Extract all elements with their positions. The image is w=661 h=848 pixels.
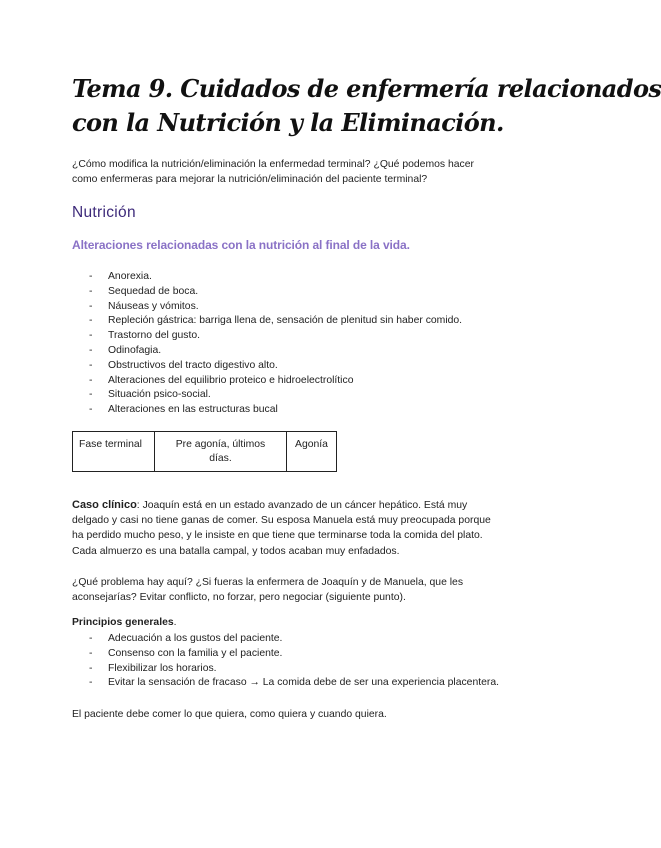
bullet-dash: - — [89, 647, 93, 659]
list-item-text: Situación psico-social. — [108, 389, 211, 401]
case-line-3: ha perdido mucho peso, y le insiste en que tiene que terminarse toda la comida del plato. — [72, 530, 483, 542]
case-line-2: delgado y casi no tiene ganas de comer. Su esposa Manuela está muy preocupada porque — [72, 515, 491, 527]
list-item-text: Adecuación a los gustos del paciente. — [108, 633, 283, 644]
intro-line-2: como enfermeras para mejorar la nutrición/eliminación del paciente terminal? — [72, 174, 428, 185]
bullet-dash: - — [89, 374, 93, 386]
question-paragraph — [72, 575, 542, 605]
bullet-dash: - — [89, 633, 93, 644]
list-item — [72, 270, 542, 285]
list-item — [72, 329, 542, 344]
case-line-4: Cada almuerzo es una batalla campal, y todos acaban muy enfadados. — [72, 545, 400, 557]
list-item — [72, 374, 542, 389]
bullet-dash: - — [89, 300, 93, 312]
principles-heading-text: Principios generales — [72, 617, 174, 628]
principles-heading — [72, 617, 177, 628]
phase-pre-agony-line-1: Pre agonía, últimos — [175, 439, 266, 450]
question-line-2: aconsejarías? Evitar conflicto, no forzar, pero negociar (siguiente punto). — [72, 592, 406, 604]
section-heading: Nutrición — [72, 204, 136, 221]
list-item-text: Repleción gástrica: barriga llena de, sensación de plenitud sin haber comido. — [108, 315, 463, 327]
bullet-dash: - — [89, 330, 93, 342]
bullet-dash: - — [89, 285, 93, 297]
list-item-text: Odinofagia. — [108, 344, 162, 356]
bullet-dash: - — [89, 662, 93, 674]
list-item-text: Trastorno del gusto. — [108, 330, 201, 342]
question-line-1: ¿Qué problema hay aquí? ¿Si fueras la enfermera de Joaquín y de Manuela, que les — [72, 577, 464, 588]
list-item — [72, 300, 542, 315]
bullet-dash: - — [89, 271, 93, 282]
list-item-text: Obstructivos del tracto digestivo alto. — [108, 359, 278, 371]
page-title — [72, 72, 661, 140]
list-item — [72, 359, 542, 374]
table-row — [73, 432, 337, 472]
list-item — [72, 647, 542, 662]
case-line-1 — [72, 498, 542, 513]
bullet-dash: - — [89, 677, 93, 689]
list-item — [72, 344, 542, 359]
bullet-dash: - — [89, 344, 93, 356]
list-item — [72, 388, 542, 403]
intro-paragraph — [72, 157, 542, 187]
title-line-2: con la Nutrición y la Eliminación. — [72, 108, 504, 137]
phase-pre-agony-line-2: días. — [209, 453, 232, 464]
list-item-text: Evitar la sensación de fracaso → La comida debe de ser una experiencia placentera. — [108, 677, 500, 689]
intro-line-1: ¿Cómo modifica la nutrición/eliminación la enfermedad terminal? ¿Qué podemos hacer — [72, 159, 474, 170]
list-item — [72, 285, 542, 300]
list-item-text: Náuseas y vómitos. — [108, 300, 199, 312]
bullet-dash: - — [89, 404, 93, 416]
list-item-text: Alteraciones en las estructuras bucal — [108, 404, 278, 416]
list-item-text: Flexibilizar los horarios. — [108, 662, 217, 674]
case-line-1-text: : Joaquín está en un estado avanzado de un cáncer hepático. Está muy — [136, 500, 468, 511]
phase-agony-cell: Agonía — [287, 432, 337, 472]
list-item — [72, 662, 542, 677]
phase-terminal-cell: Fase terminal — [73, 432, 155, 472]
list-item-text: Anorexia. — [108, 271, 152, 282]
phase-pre-agony-cell — [155, 432, 287, 472]
list-item — [72, 676, 542, 691]
closing-paragraph: El paciente debe comer lo que quiera, como quiera y cuando quiera. — [72, 709, 387, 720]
section-subheading: Alteraciones relacionadas con la nutrición al final de la vida. — [72, 238, 410, 252]
bullet-dash: - — [89, 389, 93, 401]
case-label: Caso clínico — [72, 499, 137, 511]
list-item-text: Sequedad de boca. — [108, 285, 199, 297]
principles-list — [72, 632, 542, 691]
list-item-text: Alteraciones del equilibrio proteico e hidroelectrolítico — [108, 374, 354, 386]
alterations-list — [72, 270, 542, 418]
list-item — [72, 403, 542, 418]
bullet-dash: - — [89, 315, 93, 327]
list-item — [72, 314, 542, 329]
principles-heading-suffix: . — [173, 617, 177, 628]
list-item — [72, 632, 542, 647]
clinical-case-paragraph — [72, 498, 542, 559]
bullet-dash: - — [89, 359, 93, 371]
list-item-text: Consenso con la familia y el paciente. — [108, 647, 283, 659]
title-line-1: Tema 9. Cuidados de enfermería relacionados — [72, 74, 661, 103]
phases-table — [72, 431, 337, 472]
